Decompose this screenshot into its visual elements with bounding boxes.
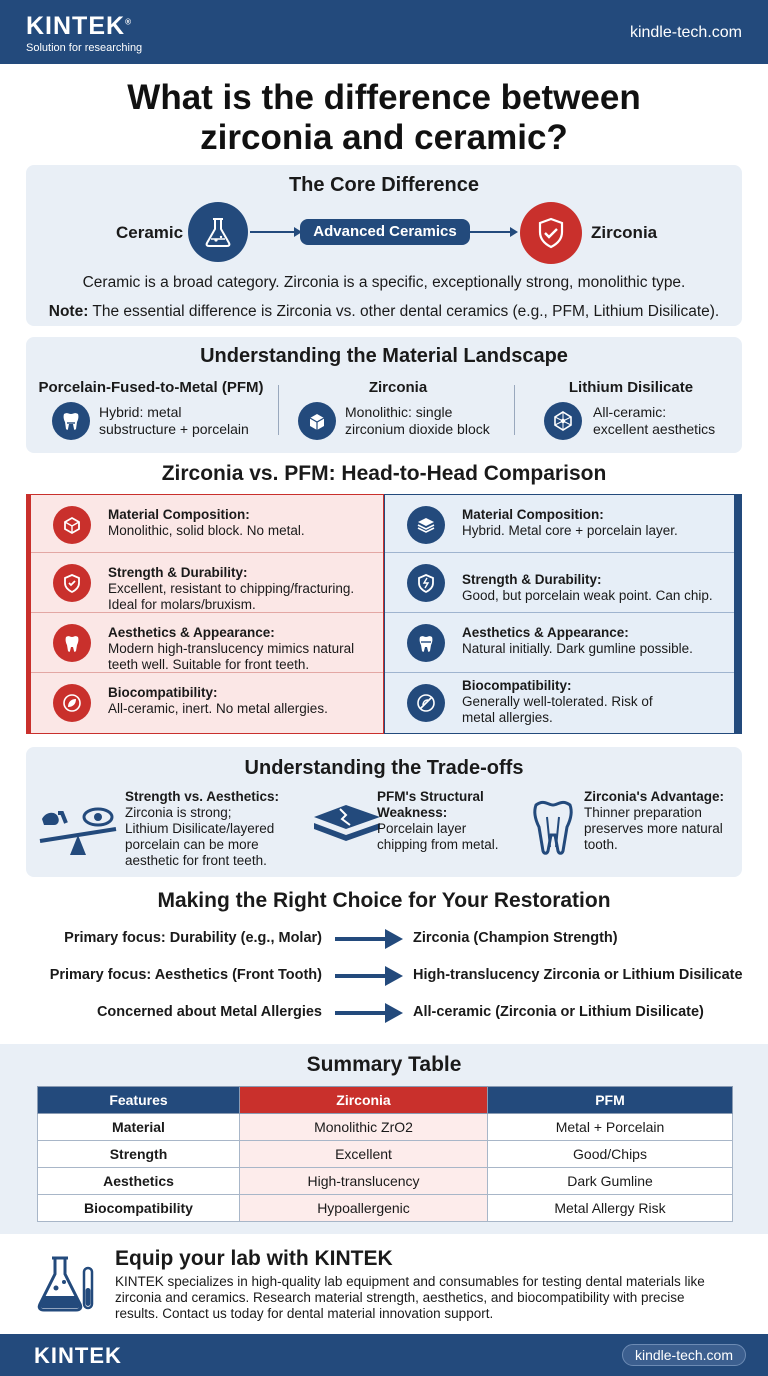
zirconia-label: Zirconia [591, 223, 658, 242]
pfm-row-aesthetics [385, 612, 734, 672]
pfm-strength-text: Strength & Durability: Good, but porcelain weak point. Can chip. [462, 572, 713, 603]
core-description: Ceramic is a broad category. Zirconia is a specific, exceptionally strong, monolithic type. [82, 274, 686, 291]
core-difference-panel [26, 165, 742, 326]
table-row [38, 1168, 733, 1195]
zirconia-row-strength [31, 552, 383, 612]
advanced-ceramics-badge: Advanced Ceramics [300, 219, 470, 245]
cube-icon [298, 402, 336, 440]
pfm-composition-text: Material Composition: Hybrid. Metal core + porcelain layer. [462, 507, 678, 538]
tooth-icon [407, 624, 445, 662]
page-title: What is the difference between zirconia and ceramic? [127, 78, 641, 157]
table-header-features: Features [38, 1087, 240, 1114]
table-row [38, 1141, 733, 1168]
header-bar [0, 0, 768, 64]
pfm-heading: Porcelain-Fused-to-Metal (PFM) [38, 379, 264, 396]
table-header-zirconia: Zirconia [240, 1087, 488, 1114]
table-cell: Dark Gumline [488, 1168, 733, 1195]
tradeoffs-title: Understanding the Trade-offs [244, 757, 524, 779]
footer-bar [0, 1334, 768, 1376]
zirconia-strength-text: Strength & Durability: Excellent, resistant to chipping/fracturing. Ideal for molars/bruxism. [108, 565, 355, 612]
core-difference-title: The Core Difference [288, 174, 480, 196]
summary-title: Summary Table [306, 1053, 462, 1076]
table-cell: Material [38, 1114, 240, 1141]
footer-site-link[interactable]: kindle-tech.com [622, 1344, 746, 1366]
zirconia-row-aesthetics [31, 612, 383, 672]
arrow-right-icon [335, 1001, 403, 1025]
table-cell: Metal + Porcelain [488, 1114, 733, 1141]
pfm-column [384, 494, 742, 734]
no-allergy-icon [407, 684, 445, 722]
lab-flask-icon [34, 1252, 100, 1323]
table-cell: Excellent [240, 1141, 488, 1168]
choice-result-durability: Zirconia (Champion Strength) [413, 930, 618, 946]
tooth-icon [53, 624, 91, 662]
brand-tagline: Solution for researching [26, 42, 143, 54]
table-cell: Metal Allergy Risk [488, 1195, 733, 1222]
arrow-icon [250, 231, 300, 233]
pfm-description: Hybrid: metal substructure + porcelain [99, 404, 249, 437]
lithium-disilicate-heading: Lithium Disilicate [568, 379, 694, 396]
zirconia-composition-text: Material Composition: Monolithic, solid block. No metal. [108, 507, 305, 538]
lithium-disilicate-description: All-ceramic: excellent aesthetics [593, 404, 716, 437]
choice-condition-durability: Primary focus: Durability (e.g., Molar) [64, 930, 322, 946]
divider [514, 385, 515, 435]
tradeoffs-panel [26, 747, 742, 877]
choice-condition-allergies: Concerned about Metal Allergies [96, 1004, 322, 1020]
flask-icon [188, 202, 248, 262]
table-cell: Aesthetics [38, 1168, 240, 1195]
brand-logo[interactable]: KINTEK® [26, 12, 132, 40]
zirconia-column [26, 494, 384, 734]
pfm-row-biocompatibility [385, 672, 734, 732]
pfm-aesthetics-text: Aesthetics & Appearance: Natural initially. Dark gumline possible. [462, 625, 693, 656]
arrow-right-icon [335, 964, 403, 988]
zirconia-aesthetics-text: Aesthetics & Appearance: Modern high-translucency mimics natural teeth well. Suitable for front teeth. [108, 625, 355, 672]
pfm-weakness-text: PFM's Structural Weakness: Porcelain layer chipping from metal. [377, 789, 499, 852]
table-cell: Hypoallergenic [240, 1195, 488, 1222]
block-icon [53, 506, 91, 544]
choice-result-aesthetics: High-translucency Zirconia or Lithium Disilicate [413, 967, 743, 983]
strength-vs-aesthetics-text: Strength vs. Aesthetics: Zirconia is strong; Lithium Disilicate/layered porcelain can be more aesthetic for front teeth. [125, 789, 280, 868]
zirconia-heading: Zirconia [368, 379, 428, 396]
leaf-icon [53, 684, 91, 722]
table-cell: Strength [38, 1141, 240, 1168]
arrow-icon [470, 231, 516, 233]
crystal-structure-icon [544, 402, 582, 440]
arrow-right-icon [335, 927, 403, 951]
material-landscape-panel [26, 337, 742, 453]
site-link[interactable]: kindle-tech.com [629, 24, 742, 41]
zirconia-row-biocompatibility [31, 672, 383, 732]
table-cell: Monolithic ZrO2 [240, 1114, 488, 1141]
cta-title: Equip your lab with KINTEK [115, 1247, 393, 1270]
balance-scale-icon [36, 799, 120, 864]
ceramic-label: Ceramic [116, 223, 184, 242]
shield-check-icon [520, 202, 582, 264]
zirconia-row-composition [31, 495, 383, 555]
zirconia-advantage-text: Zirconia's Advantage: Thinner preparation preserves more natural tooth. [584, 789, 724, 852]
pfm-row-composition [385, 495, 734, 555]
choice-title: Making the Right Choice for Your Restoration [157, 889, 611, 912]
choice-condition-aesthetics: Primary focus: Aesthetics (Front Tooth) [49, 967, 322, 983]
cracked-shield-icon [407, 564, 445, 602]
table-cell: Good/Chips [488, 1141, 733, 1168]
divider [278, 385, 279, 435]
choice-result-allergies: All-ceramic (Zirconia or Lithium Disilicate) [413, 1004, 704, 1020]
layers-icon [407, 506, 445, 544]
cracked-layer-icon [312, 801, 382, 850]
table-row [38, 1195, 733, 1222]
table-header-pfm: PFM [488, 1087, 733, 1114]
comparison-grid [26, 494, 742, 734]
table-cell: High-translucency [240, 1168, 488, 1195]
zirconia-biocompatibility-text: Biocompatibility: All-ceramic, inert. No metal allergies. [108, 685, 328, 716]
summary-table [37, 1086, 733, 1222]
footer-logo[interactable]: KINTEK [34, 1343, 122, 1368]
pfm-biocompatibility-text: Biocompatibility: Generally well-tolerated. Risk of metal allergies. [462, 678, 653, 725]
table-cell: Biocompatibility [38, 1195, 240, 1222]
zirconia-description: Monolithic: single zirconium dioxide block [345, 404, 490, 437]
pfm-row-strength [385, 552, 734, 612]
comparison-title: Zirconia vs. PFM: Head-to-Head Comparison [161, 462, 607, 485]
core-note: Note: The essential difference is Zirconia vs. other dental ceramics (e.g., PFM, Lithium Disilicate). [48, 303, 720, 320]
tooth-crown-icon [52, 402, 90, 440]
cta-text: KINTEK specializes in high-quality lab equipment and consumables for testing dental materials like zirconia and ceramics. Research material strength, aesthetics, and biocompatibility with precise results. Contact us today for dental material innovation support. [115, 1274, 705, 1321]
table-row [38, 1114, 733, 1141]
shield-icon [53, 564, 91, 602]
tooth-root-icon [530, 797, 576, 860]
landscape-title: Understanding the Material Landscape [200, 345, 568, 367]
